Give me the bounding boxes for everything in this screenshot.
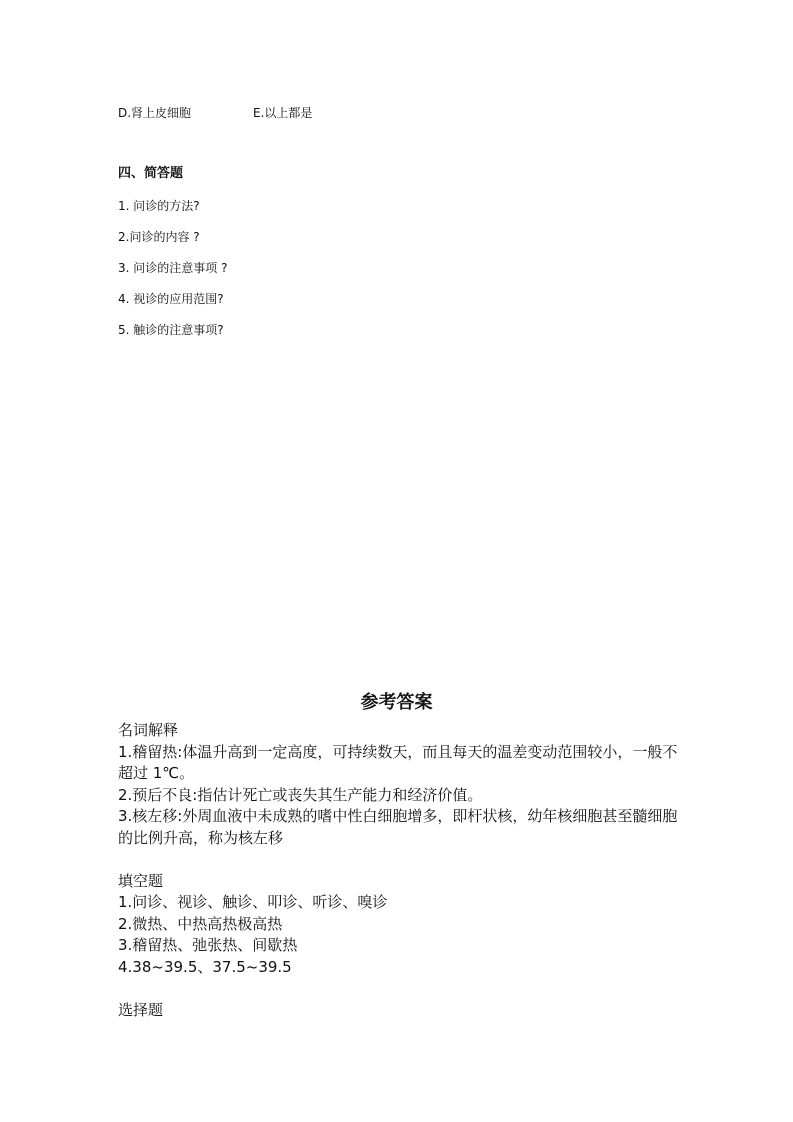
answer-item: 1.稽留热:体温升高到一定高度，可持续数天，而且每天的温差变动范围较小，一般不超过 1℃。	[118, 742, 678, 782]
answer-item: 3.稽留热、弛张热、间歇热	[118, 936, 298, 954]
answer-item: 2.预后不良:指估计死亡或丧失其生产能力和经济价值。	[118, 785, 483, 804]
spacer	[118, 978, 683, 1000]
option-e: E.以上都是	[253, 106, 313, 120]
answer-item: 1.问诊、视诊、触诊、叩诊、听诊、嗅诊	[118, 893, 388, 911]
terms-heading: 名词解释	[118, 721, 179, 739]
answer-item: 3.核左移:外周血液中未成熟的嗜中性白细胞增多，即杆状核，幼年核细胞甚至髓细胞的比例升高，称为核左移	[118, 807, 678, 847]
choice-heading: 选择题	[118, 1000, 164, 1019]
spacer	[118, 849, 683, 871]
option-d: D.肾上皮细胞	[118, 106, 192, 120]
fill-heading: 填空题	[118, 871, 164, 890]
section-heading: 四、简答题	[118, 166, 184, 181]
question-item: 2.问诊的内容 ?	[118, 230, 200, 244]
answers-title: 参考答案	[360, 692, 433, 713]
question-item: 1. 问诊的方法?	[118, 199, 200, 213]
answers-body	[118, 720, 683, 1021]
answer-item: 4.38~39.5、37.5~39.5	[118, 957, 292, 976]
question-item: 5. 触诊的注意事项?	[118, 323, 224, 337]
answer-item: 2.微热、中热高热极高热	[118, 914, 283, 933]
question-item: 3. 问诊的注意事项 ?	[118, 261, 228, 275]
question-item: 4. 视诊的应用范围?	[118, 292, 224, 306]
